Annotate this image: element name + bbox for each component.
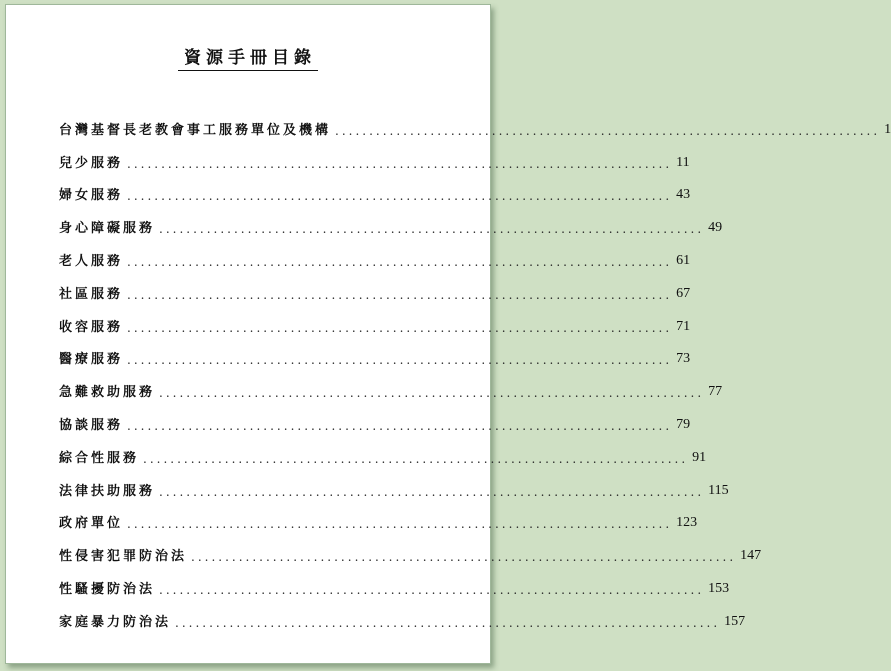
toc-entry-page-number: 61 xyxy=(676,252,691,268)
toc-entry-page-number: 123 xyxy=(676,515,698,531)
toc-entry[interactable] xyxy=(59,597,746,630)
title-block xyxy=(6,43,490,68)
dot-leader: ................................................................................ xyxy=(127,254,673,269)
dot-leader: ................................................................................ xyxy=(159,484,705,499)
toc-entry-page-number: 91 xyxy=(692,449,707,465)
toc-entry[interactable] xyxy=(59,236,691,269)
dot-leader: ................................................................................ xyxy=(127,517,673,532)
toc-entry[interactable] xyxy=(59,564,730,597)
toc-entry[interactable] xyxy=(59,499,698,532)
dot-leader: ................................................................................ xyxy=(159,222,705,237)
toc-entry-page-number: 153 xyxy=(708,580,730,596)
toc-entry-label: 協談服務 xyxy=(59,417,124,433)
toc-entry[interactable] xyxy=(59,269,691,302)
dot-leader: ................................................................................ xyxy=(335,123,881,138)
toc-entry-label: 政府單位 xyxy=(59,516,124,532)
toc-entry[interactable] xyxy=(59,367,723,401)
toc-entry-page-number: 157 xyxy=(724,613,746,629)
toc-entry-label: 急難救助服務 xyxy=(59,385,156,401)
toc-entry-page-number: 77 xyxy=(708,384,723,400)
dot-leader: ................................................................................ xyxy=(127,189,673,204)
dot-leader: ................................................................................ xyxy=(159,582,705,597)
dot-leader: ................................................................................ xyxy=(127,320,673,335)
toc-entry-page-number: 73 xyxy=(676,351,691,367)
toc-entry[interactable] xyxy=(59,171,691,204)
dot-leader: ................................................................................ xyxy=(127,353,673,368)
toc-entry[interactable] xyxy=(59,400,691,433)
dot-leader: ................................................................................ xyxy=(127,287,673,302)
toc-entry[interactable] xyxy=(59,466,729,499)
dot-leader: ................................................................................ xyxy=(191,550,737,565)
toc-entry[interactable] xyxy=(59,105,891,138)
toc-entry-page-number: 115 xyxy=(708,482,729,498)
toc-entry-label: 法律扶助服務 xyxy=(59,483,156,499)
toc-entry[interactable] xyxy=(59,302,691,335)
toc-entry-label: 性侵害犯罪防治法 xyxy=(59,549,188,565)
toc-entry-page-number: 49 xyxy=(708,220,723,236)
dot-leader: ................................................................................ xyxy=(127,156,673,171)
toc-entry-label: 綜合性服務 xyxy=(59,450,140,466)
toc-entry-label: 醫療服務 xyxy=(59,352,124,368)
toc-entry-label: 台灣基督長老教會事工服務單位及機構 xyxy=(59,122,332,138)
toc-entry[interactable] xyxy=(59,203,723,237)
toc-entry[interactable] xyxy=(59,335,691,368)
toc-entry-label: 性騷擾防治法 xyxy=(59,581,156,597)
toc-entry-label: 兒少服務 xyxy=(59,155,124,171)
toc-entry-page-number: 67 xyxy=(676,285,691,301)
toc-entry-label: 婦女服務 xyxy=(59,188,124,204)
toc-entry-label: 收容服務 xyxy=(59,319,124,335)
toc-entry-label: 社區服務 xyxy=(59,286,124,302)
dot-leader: ................................................................................ xyxy=(175,615,721,630)
toc-entry[interactable] xyxy=(59,138,690,171)
toc-entry-page-number: 11 xyxy=(676,154,690,170)
toc-entry[interactable] xyxy=(59,433,707,466)
toc-entry-label: 身心障礙服務 xyxy=(59,221,156,237)
toc-entry-label: 老人服務 xyxy=(59,253,124,269)
table-of-contents xyxy=(59,105,891,630)
toc-entry-page-number: 1 xyxy=(884,121,891,137)
toc-entry-label: 家庭暴力防治法 xyxy=(59,614,172,630)
toc-entry-page-number: 147 xyxy=(740,548,762,564)
toc-entry-page-number: 43 xyxy=(676,187,691,203)
toc-entry-page-number: 79 xyxy=(676,416,691,432)
dot-leader: ................................................................................ xyxy=(143,451,689,466)
page-title: 資源手冊目錄 xyxy=(178,48,318,71)
document-page xyxy=(5,4,891,664)
dot-leader: ................................................................................ xyxy=(127,418,673,433)
dot-leader: ................................................................................ xyxy=(159,386,705,401)
toc-entry-page-number: 71 xyxy=(676,318,691,334)
toc-entry[interactable] xyxy=(59,531,762,565)
